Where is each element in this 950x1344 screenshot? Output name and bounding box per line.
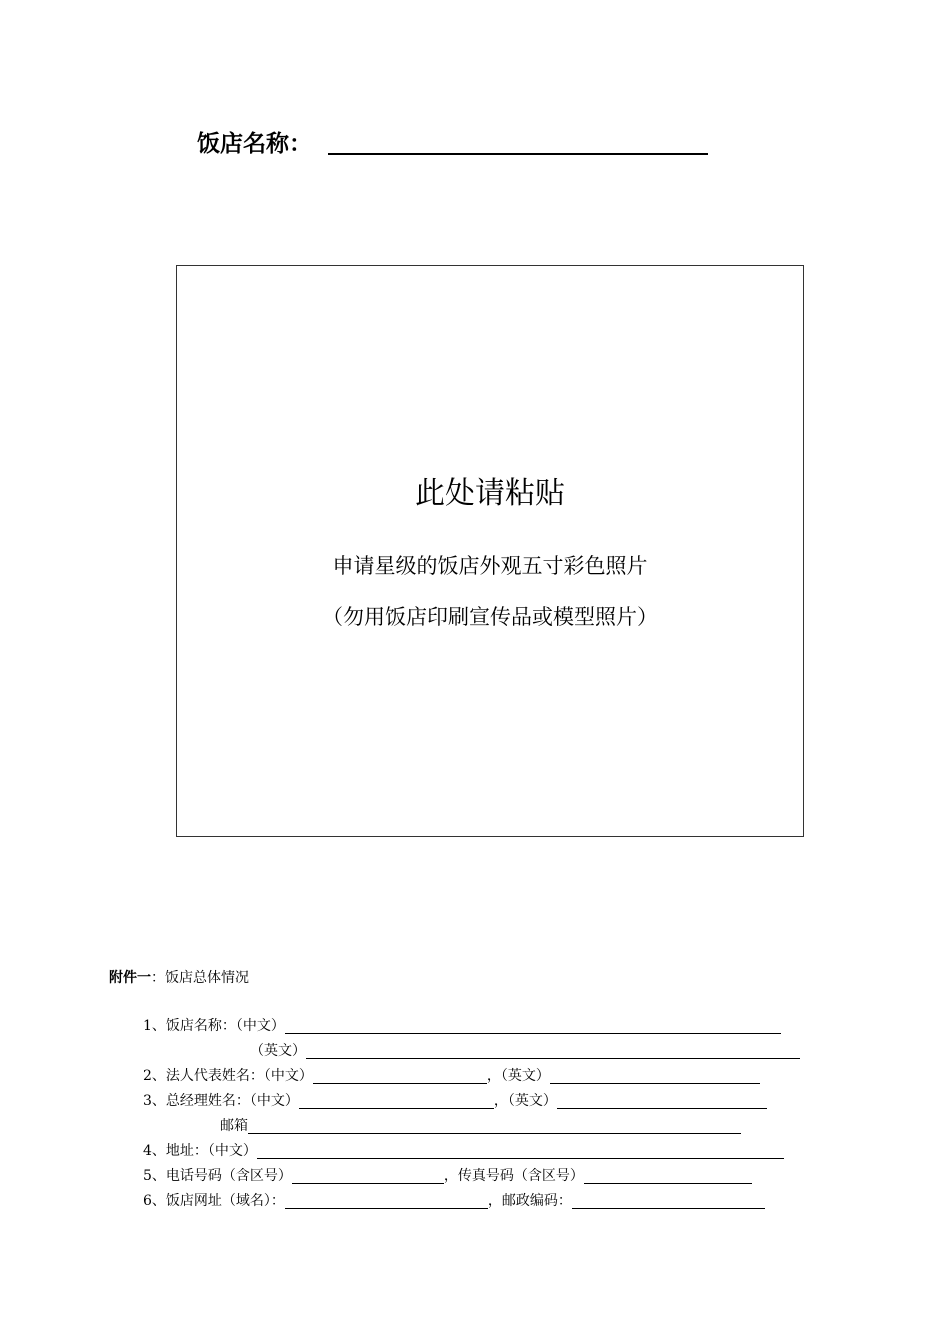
form-row-legal-rep <box>143 1066 760 1086</box>
gm-label: 3、总经理姓名：（中文） <box>143 1093 299 1109</box>
form-row-website-postcode <box>143 1191 765 1211</box>
legal-rep-en-label: ，（英文） <box>486 1068 550 1084</box>
hotel-name-cn-label: 1、饭店名称：（中文） <box>143 1018 285 1034</box>
photo-paste-box <box>176 265 804 837</box>
gm-en-label: ，（英文） <box>493 1093 557 1109</box>
address-field[interactable] <box>257 1141 784 1159</box>
email-label: 邮箱 <box>220 1118 248 1134</box>
hotel-name-en-label: （英文） <box>250 1043 306 1059</box>
paste-here-title: 此处请粘贴 <box>415 476 565 511</box>
phone-field[interactable] <box>292 1166 444 1184</box>
form-row-hotel-name-en <box>250 1041 800 1061</box>
phone-label: 5、电话号码（含区号） <box>143 1168 292 1184</box>
form-row-phone-fax <box>143 1166 752 1186</box>
website-label: 6、饭店网址（域名）： <box>143 1193 285 1209</box>
form-row-email <box>220 1116 741 1136</box>
gm-cn-field[interactable] <box>299 1091 494 1109</box>
gm-en-field[interactable] <box>557 1091 767 1109</box>
paste-here-note: （勿用饭店印刷宣传品或模型照片） <box>322 605 658 629</box>
paste-here-subtitle: 申请星级的饭店外观五寸彩色照片 <box>332 554 648 578</box>
annex-title-rest: ：饭店总体情况 <box>151 970 249 986</box>
annex-title-bold: 附件一 <box>109 970 151 986</box>
email-field[interactable] <box>248 1116 741 1134</box>
legal-rep-cn-field[interactable] <box>313 1066 487 1084</box>
legal-rep-en-field[interactable] <box>550 1066 760 1084</box>
form-row-general-manager <box>143 1091 767 1111</box>
fax-label: ，传真号码（含区号） <box>443 1168 584 1184</box>
hotel-name-en-field[interactable] <box>306 1041 800 1059</box>
website-field[interactable] <box>285 1191 488 1209</box>
legal-rep-label: 2、法人代表姓名：（中文） <box>143 1068 313 1084</box>
hotel-name-label: 饭店名称： <box>197 131 312 157</box>
annex-title <box>109 968 249 988</box>
form-row-hotel-name-cn <box>143 1016 781 1036</box>
hotel-name-blank[interactable] <box>328 153 708 155</box>
hotel-name-cn-field[interactable] <box>285 1016 781 1034</box>
postcode-field[interactable] <box>572 1191 765 1209</box>
postcode-label: ，邮政编码： <box>487 1193 572 1209</box>
fax-field[interactable] <box>584 1166 752 1184</box>
address-label: 4、地址：（中文） <box>143 1143 257 1159</box>
form-row-address <box>143 1141 784 1161</box>
